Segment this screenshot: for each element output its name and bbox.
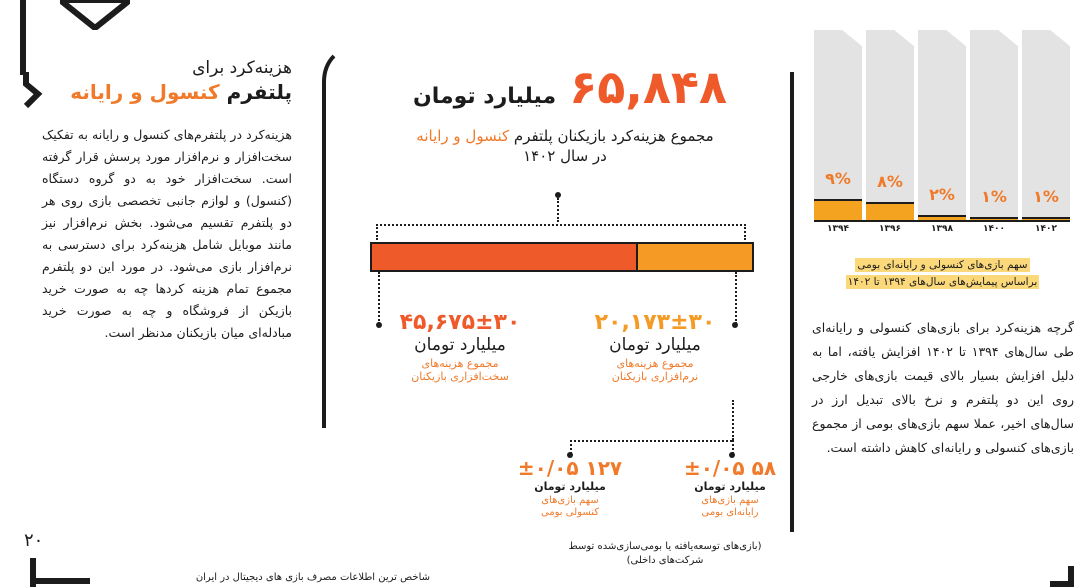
chart-data-label: ۱% [981,187,1007,206]
chart-tick-label: ۱۳۹۴ [827,224,849,234]
local-bracket-stem [732,400,734,440]
chart-data-label: ۱% [1033,187,1059,206]
hardware-callout [380,310,540,383]
split-bar [370,242,754,272]
local-share-chart [800,0,1080,250]
pc-local-callout [665,456,795,519]
right-body-text: گرچه هزینه‌کرد برای بازی‌های کنسولی و رایانه‌ای طی سال‌های ۱۳۹۴ تا ۱۴۰۲ افزایش یافته، اما به دلیل افزایش بسیار بالای قیمت بازی‌های خارجی روی این دو پلتفرم و نرخ بالای تبدیل ارز در سال‌های اخیر، عملا سهم بازی‌های بومی از مجموع بازی‌های کنسولی و رایانه‌ای کاهش داشته است. [812,320,1074,455]
subtitle-orange: کنسول و رایانه [416,127,510,145]
software-unit: میلیارد تومان [609,335,701,355]
headline-subtitle [345,126,785,166]
split-bracket-top [376,224,746,226]
chart-tick-label: ۱۴۰۰ [983,224,1005,234]
left-body-text: هزینه‌کرد در پلتفرم‌های کنسول و رایانه به تفکیک سخت‌افزار و نرم‌افزار مورد پرسش قرار گرفته است. سخت‌افزار خود به دو گروه دستگاه (کنسول) و لوازم جانبی تخصصی بازی روی هر دو پلتفرم تقسیم می‌شود. بخش نرم‌افزار نیز مانند موبایل شامل هزینه‌کرد برای دسترسی به نرم‌افزار بازی می‌شود. در مورد این دو پلتفرم مجموع تمام هزینه کردها چه به صورت خرید بازیکن از فروشگاه و چه به صورت خرید مبادله‌ای میان بازیکنان مدنظر است. [42,127,292,340]
chart-caption [825,257,1060,291]
headline [360,60,780,114]
software-segment [638,244,752,270]
software-value: ۲۰,۱۷۳±۳۰ [594,310,716,335]
total-amount: ۶۵,۸۴۸ [569,60,728,114]
chart-tick-label: ۱۳۹۸ [931,224,953,234]
chart-caption-line1: سهم بازی‌های کنسولی و رایانه‌ای بومی [857,259,1028,271]
chart-bar [814,199,862,222]
footer-right-rule [1050,581,1074,587]
chart-caption-line2: براساس پیمایش‌های سال‌های ۱۳۹۴ تا ۱۴۰۲ [847,276,1038,288]
decorative-shape-icon [60,0,130,30]
left-bracket [20,0,26,75]
chart-data-label: ۲% [929,185,955,205]
pc-local-unit: میلیارد تومان [694,480,766,493]
hardware-unit: میلیارد تومان [414,335,506,355]
footer-rule [30,578,90,584]
console-local-unit: میلیارد تومان [534,480,606,493]
console-local-label: سهم بازی‌های کنسولی بومی [540,495,600,518]
chart-background-column [866,30,914,220]
chart-data-label: ۸% [877,171,903,191]
page-number: ۲۰ [24,530,44,551]
chart-tick-label: ۱۴۰۲ [1035,224,1057,234]
top-connector-line [557,198,559,222]
local-note: (بازی‌های توسعه‌یافته یا بومی‌سازی‌شده توسط شرکت‌های داخلی) [568,541,762,566]
local-bracket-top [570,440,732,442]
left-title-plain: پلتفرم [219,80,292,104]
pc-local-label: سهم بازی‌های رایانه‌ای بومی [701,495,759,518]
software-callout [575,310,735,383]
chart-baseline [814,220,1070,222]
left-title-orange: کنسول و رایانه [70,80,220,104]
left-title [42,58,292,104]
sw-connector [735,272,737,324]
pc-local-value: ۵۸ ±۰/۰۵ [683,456,777,480]
center-left-divider [318,52,338,432]
chart-bar [866,202,914,222]
left-title-line1: هزینه‌کرد برای [192,58,292,78]
hardware-label: مجموع هزینه‌های سخت‌افزاری بازیکنان [411,357,509,383]
chart-data-label: ۹% [825,169,851,189]
subtitle-plain: مجموع هزینه‌کرد بازیکنان پلتفرم [509,127,714,145]
software-label: مجموع هزینه‌های نرم‌افزاری بازیکنان [611,357,699,383]
split-bracket-right [744,224,746,240]
total-unit: میلیارد تومان [412,84,557,109]
chart-tick-label: ۱۳۹۶ [879,224,901,234]
hardware-value: ۴۵,۶۷۵±۳۰ [399,310,521,335]
console-local-value: ۱۲۷ ±۰/۰۵ [517,456,623,480]
hardware-segment [372,244,638,270]
subtitle-year: در سال ۱۴۰۲ [523,147,607,165]
console-local-callout [505,456,635,519]
footer-text: شاخص ترین اطلاعات مصرف بازی های دیجیتال در ایران [195,572,430,583]
split-bracket-left [376,224,378,240]
chart-background-column [814,30,862,220]
